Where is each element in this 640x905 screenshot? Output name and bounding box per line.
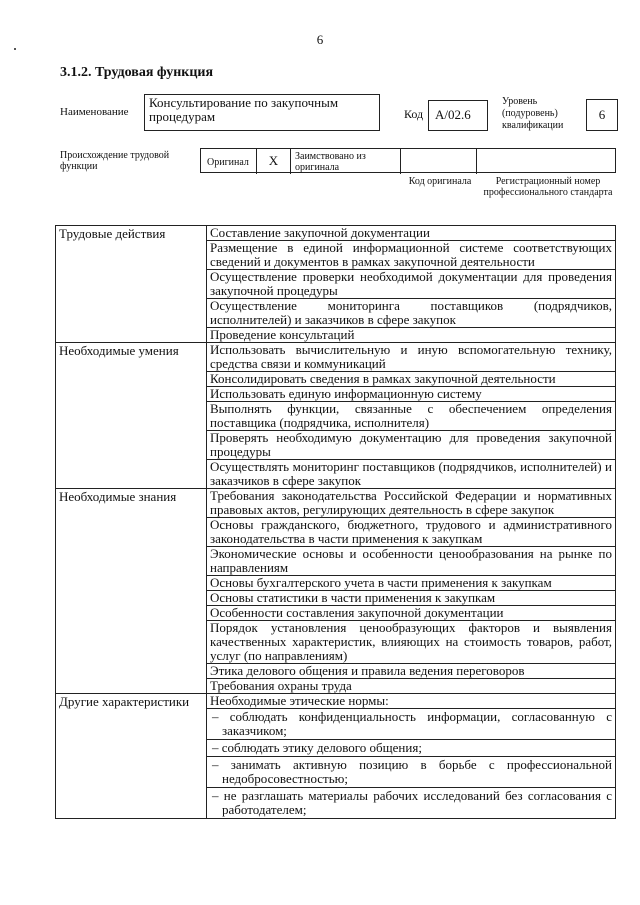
origin-reg-cell [477,149,615,174]
borrowed-label: Заимствовано из оригинала [291,149,401,174]
list-item: Экономические основы и особенности ценообразования на рынке по направлениям [207,547,615,576]
original-mark: X [257,149,291,174]
list-item: Использовать вычислительную и иную вспомогательную технику, средства связи и коммуникаций [207,343,615,372]
list-item: Требования охраны труда [210,678,352,693]
list-item: – соблюдать конфиденциальность информации, согласованную с заказчиком; [207,709,615,740]
list-item: Требования законодательства Российской Федерации и нормативных правовых актов, регулирующих деятельность в сфере закупок [207,489,615,518]
list-item: Консолидировать сведения в рамках закупочной деятельности [207,372,615,387]
list-item: Размещение в единой информационной системе соответствующих сведений и документов в рамках закупочной деятельности [207,241,615,270]
list-item-intro: Необходимые этические нормы: [207,694,615,709]
function-name-box: Консультирование по закупочным процедурам [144,94,380,131]
table-row [56,226,616,343]
origin-code-cell [401,149,477,174]
section-content [207,343,616,489]
list-item: Проверять необходимую документацию для проведения закупочной процедуры [207,431,615,460]
list-item: – занимать активную позицию в борьбе с профессиональной недобросовестностью; [207,757,615,788]
list-item: Составление закупочной документации [207,226,615,241]
list-item: Этика делового общения и правила ведения переговоров [207,664,615,679]
scan-dot [14,48,16,50]
level-label: Уровень (подуровень) квалификации [502,96,564,131]
code-label: Код [404,107,424,121]
list-item: Основы гражданского, бюджетного, трудового и административного законодательства в части применения к закупкам [207,518,615,547]
origin-label: Происхождение трудовой функции [60,150,170,172]
page-number: 6 [316,32,324,47]
section-label: Другие характеристики [56,694,207,819]
list-item: Осуществлять мониторинг поставщиков (подрядчиков, исполнителей) и заказчиков в сфере закупок [210,459,612,488]
list-item: Использовать единую информационную систему [207,387,615,402]
table-row [56,343,616,489]
section-content [207,226,616,343]
list-item: Выполнять функции, связанные с обеспечением определения поставщика (подрядчика, исполнителя) [207,402,615,431]
code-orig-caption: Код оригинала [408,176,472,187]
section-label: Необходимые знания [56,489,207,694]
section-content [207,694,616,819]
table-row [56,489,616,694]
table-row [56,694,616,819]
function-code-box: А/02.6 [428,100,488,131]
list-item: Осуществление мониторинга поставщиков (подрядчиков, исполнителей) и заказчиков в сфере закупок [207,299,615,328]
section-label: Необходимые умения [56,343,207,489]
level-box: 6 [586,99,618,131]
list-item: Особенности составления закупочной документации [207,606,615,621]
list-item: Порядок установления ценообразующих факторов и выявления качественных характеристик, влияющих на стоимость товаров, работ, услуг (по направлениям) [207,621,615,664]
section-content [207,489,616,694]
original-label: Оригинал [201,149,257,174]
list-item: Основы статистики в части применения к закупкам [207,591,615,606]
list-item: Проведение консультаций [210,327,355,342]
list-item: Осуществление проверки необходимой документации для проведения закупочной процедуры [207,270,615,299]
section-heading: 3.1.2. Трудовая функция [60,65,214,80]
function-details-table [55,225,616,819]
list-item: – не разглашать материалы рабочих исследований без согласования с работодателем; [212,788,612,817]
name-label: Наименование [60,106,129,118]
reg-number-caption: Регистрационный номер профессионального стандарта [483,176,613,198]
list-item: – соблюдать этику делового общения; [207,740,615,757]
section-label: Трудовые действия [56,226,207,343]
origin-table [200,148,616,173]
list-item: Основы бухгалтерского учета в части применения к закупкам [207,576,615,591]
